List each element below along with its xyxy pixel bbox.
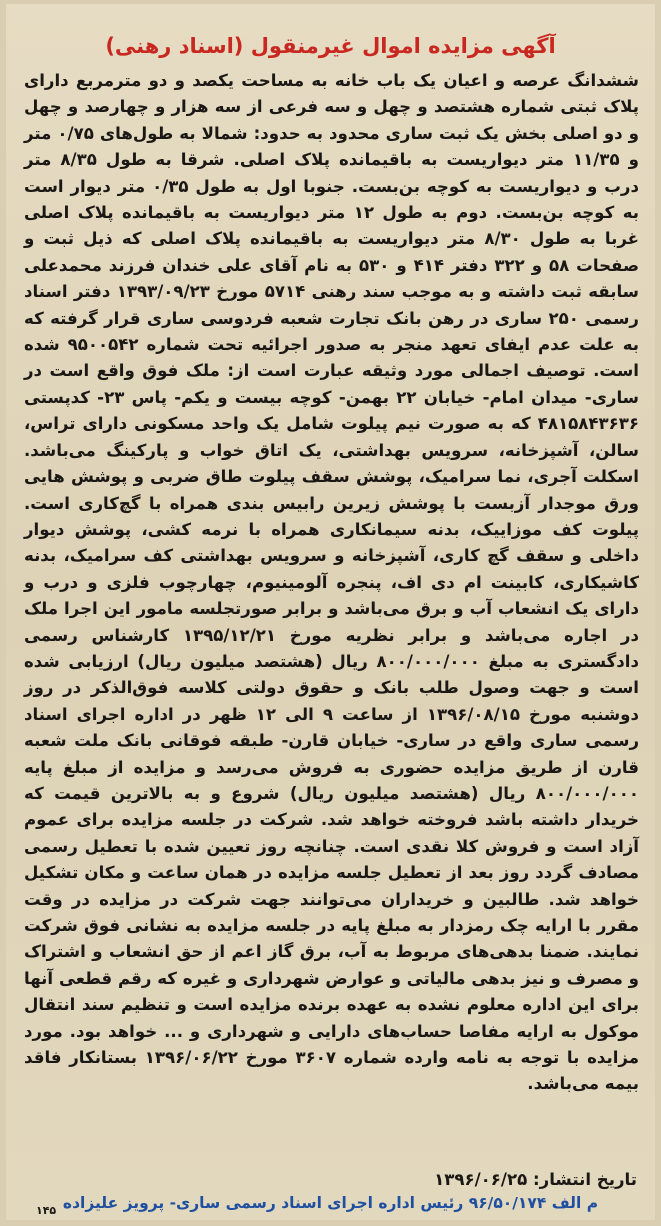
notice-body: ششدانگ عرصه و اعیان یک باب خانه به مساحت یکصد و دو مترمربع دارای پلاک ثبتی شماره هشتصد و چهل و سه فرعی از سه هزار و چهارصد و چهل و دو اصلی بخش یک ثبت ساری محدود به حدود: شمالا به طول‌های ۰/۷۵ متر و ۱۱/۳۵ متر دیواریست به باقیمانده پلاک اصلی. شرقا به طول ۸/۳۵ متر درب و دیواریست به کوچه بن‌بست. جنوبا اول به طول ۰/۳۵ متر دیوار است به کوچه بن‌بست. دوم به طول ۱۲ متر دیواریست به باقیمانده پلاک اصلی غربا به طول ۸/۳۰ متر دیواریست به باقیمانده پلاک اصلی که ذیل ثبت و صفحات ۵۸ و ۳۲۲ دفتر ۴۱۴ و ۵۳۰ به نام آقای علی خندان فرزند محمدعلی سابقه ثبت داشته و به موجب سند رهنی ۵۷۱۴ مورخ ۱۳۹۳/۰۹/۲۳ دفتر اسناد رسمی ۲۵۰ ساری در رهن بانک تجارت شعبه فردوسی ساری قرار گرفته که به علت عدم ایفای تعهد منجر به صدور اجرائیه تحت شماره ۹۵۰۰۵۴۲ شده است. توصیف اجمالی مورد وثیقه عبارت است از: ملک فوق واقع است در ساری- میدان امام- خیابان ۲۲ بهمن- کوچه بیست و یکم- پاس ۲۳- کدپستی ۴۸۱۵۸۴۳۶۳۶ که به صورت نیم پیلوت شامل یک واحد مسکونی دارای تراس، سالن، آشپزخانه، سرویس بهداشتی، یک اتاق خواب و پارکینگ می‌باشد. اسکلت آجری، نما سرامیک، پوشش سقف پیلوت طاق ضربی و پوشش هایی ورق موجدار آزبست با پوشش زیرین رابیس بندی همراه با گچ‌کاری است. پیلوت کف موزاییک، بدنه سیمانکاری همراه با نرمه کشی، پوشش دیوار داخلی و سقف گچ کاری، آشپزخانه و سرویس بهداشتی کف سرامیک، بدنه کاشیکاری، کابینت ام دی اف، پنجره آلومینیوم، چهارچوب فلزی و درب و دارای یک انشعاب آب و برق می‌باشد و برابر صورتجلسه مامور این اجرا ملک در اجاره می‌باشد و برابر نظریه مورخ ۱۳۹۵/۱۲/۲۱ کارشناس رسمی دادگستری به مبلغ ۸۰۰/۰۰۰/۰۰۰ ریال (هشتصد میلیون ریال) ارزیابی شده است و جهت وصول طلب بانک و حقوق دولتی کلاسه فوق‌الذکر در روز دوشنبه مورخ ۱۳۹۶/۰۸/۱۵ از ساعت ۹ الی ۱۲ ظهر در اداره اجرای اسناد رسمی ساری واقع در ساری- خیابان قارن- طبقه فوقانی بانک ملت شعبه قارن از طریق مزایده حضوری به فروش می‌رسد و مزایده از مبلغ پایه ۸۰۰/۰۰۰/۰۰۰ ریال (هشتصد میلیون ریال) شروع و به بالاترین قیمت که خریدار داشته باشد فروخته خواهد شد. شرکت در جلسه مزایده برای عموم آزاد است و فروش کلا نقدی است. چنانچه روز تعیین شده با تعطیل رسمی مصادف گردد روز بعد از تعطیل جلسه مزایده در همان ساعت و مکان تشکیل خواهد شد. طالبین و خریداران می‌توانند جهت شرکت در مزایده در وقت مقرر با ارایه چک رمزدار به مبلغ پایه در جلسه مزایده به نشانی فوق شرکت نمایند. ضمنا بدهی‌های مربوط به آب، برق گاز اعم از حق انشعاب و اشتراک و مصرف و نیز بدهی مالیاتی و عوارض شهرداری و غیره که رقم قطعی آنها برای این اداره معلوم نشده به عهده برنده مزایده است و تنظیم سند انتقال موکول به ارایه مفاصا حساب‌های دارایی و شهرداری و ... خواهد بود. مورد مزایده با توجه به نامه وارده شماره ۳۶۰۷ مورخ ۱۳۹۶/۰۶/۲۲ بستانکار فاقد بیمه می‌باشد.: [24, 71, 640, 1094]
notice-sheet: [6, 4, 655, 1220]
notice-title: آگهی مزایده اموال غیرمنقول (اسناد رهنی): [105, 34, 556, 58]
signature-line: م الف ۹۶/۵۰/۱۷۴ رئیس اداره اجرای اسناد رسمی ساری- پرویز علیزاده: [62, 1194, 599, 1212]
publication-date: تاریخ انتشار: ۱۳۹۶/۰۶/۲۵: [434, 1170, 637, 1189]
page-number: ۱۴۵: [36, 1204, 57, 1217]
